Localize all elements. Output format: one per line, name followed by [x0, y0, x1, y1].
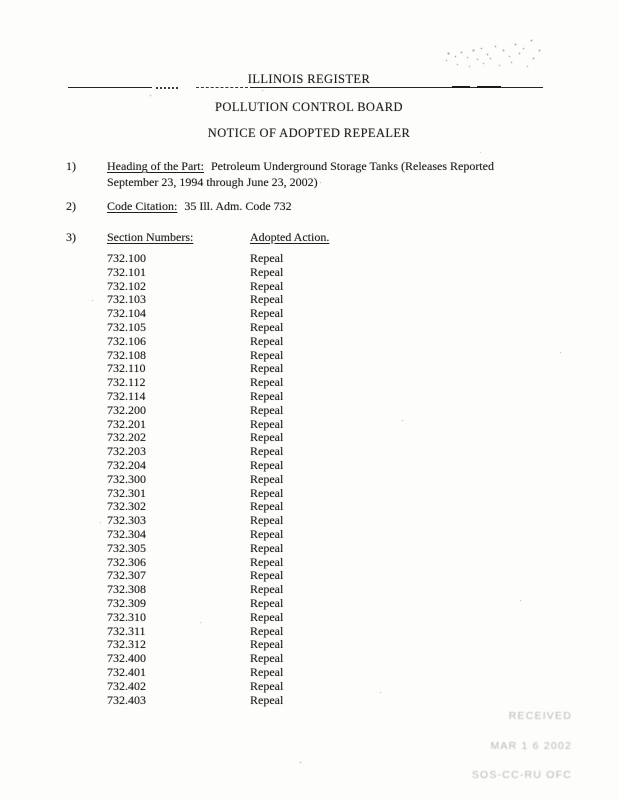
- section-number: 732.403: [107, 692, 146, 707]
- stamp-date: MAR 1 6 2002: [490, 740, 572, 752]
- table-row: [107, 349, 283, 363]
- adopted-action: Repeal: [250, 651, 284, 666]
- item-code-citation: [66, 198, 537, 214]
- adopted-action: Repeal: [250, 471, 284, 486]
- table-row: [107, 528, 283, 542]
- table-row: [107, 266, 283, 280]
- adopted-action: Repeal: [250, 347, 284, 362]
- table-row: [107, 376, 283, 390]
- table-row: [107, 500, 283, 514]
- table-row: [107, 487, 283, 501]
- section-number: 732.305: [107, 540, 146, 555]
- table-row: [107, 542, 283, 556]
- adopted-action: Repeal: [250, 568, 284, 583]
- table-row: [107, 556, 283, 570]
- table-row: [107, 390, 283, 404]
- stamp-received: RECEIVED: [508, 710, 572, 722]
- section-number: 732.303: [107, 513, 146, 528]
- item-number: 2): [66, 199, 76, 213]
- adopted-action: Repeal: [250, 485, 284, 500]
- adopted-action-header-text: Adopted Action.: [250, 230, 330, 244]
- table-row: [107, 445, 283, 459]
- adopted-action: Repeal: [250, 444, 284, 459]
- table-row: [107, 293, 283, 307]
- section-number: 732.401: [107, 664, 146, 679]
- table-row: [107, 694, 283, 708]
- adopted-action: Repeal: [250, 609, 284, 624]
- section-number: 732.309: [107, 595, 146, 610]
- section-number: 732.203: [107, 444, 146, 459]
- table-row: [107, 583, 283, 597]
- section-number: 732.100: [107, 251, 146, 265]
- adopted-action: Repeal: [250, 388, 284, 403]
- adopted-action: Repeal: [250, 637, 284, 652]
- section-number: 732.106: [107, 333, 146, 348]
- section-number: 732.311: [107, 623, 146, 638]
- table-row: [107, 280, 283, 294]
- table-row: [107, 335, 283, 349]
- table-row: [107, 473, 283, 487]
- table-row: [107, 362, 283, 376]
- section-numbers-header-text: Section Numbers:: [107, 230, 194, 244]
- item-number: 3): [66, 230, 76, 244]
- adopted-action: Repeal: [250, 306, 284, 321]
- item-text: 35 Ill. Adm. Code 732: [184, 199, 292, 213]
- adopted-action: Repeal: [250, 678, 284, 693]
- table-row: [107, 652, 283, 666]
- section-number: 732.310: [107, 609, 146, 624]
- adopted-action: Repeal: [250, 430, 284, 445]
- item-text: Petroleum Underground Storage Tanks (Releases Reported: [210, 159, 494, 173]
- item-number: 1): [66, 159, 76, 173]
- section-number: 732.114: [107, 388, 146, 403]
- section-number: 732.201: [107, 416, 146, 431]
- table-row: [107, 321, 283, 335]
- adopted-action: Repeal: [250, 333, 284, 348]
- rule-dashes: [196, 87, 248, 88]
- item-label: Code Citation:: [107, 199, 178, 213]
- adopted-action: Repeal: [250, 595, 284, 610]
- section-number: 732.105: [107, 319, 146, 334]
- item-heading-of-part: [66, 158, 537, 190]
- adopted-action: Repeal: [250, 499, 284, 514]
- section-table-rows: [107, 252, 283, 707]
- adopted-action: Repeal: [250, 292, 284, 307]
- adopted-action: Repeal: [250, 278, 284, 293]
- rule-segment: [68, 87, 152, 88]
- section-number: 732.304: [107, 526, 146, 541]
- section-number: 732.302: [107, 499, 146, 514]
- section-number: 732.102: [107, 278, 146, 293]
- adopted-action: Repeal: [250, 554, 284, 569]
- item-section-numbers: [66, 229, 537, 245]
- section-numbers-header: [107, 229, 250, 245]
- adopted-action: Repeal: [250, 264, 284, 279]
- section-number: 732.301: [107, 485, 146, 500]
- adopted-action: Repeal: [250, 692, 284, 707]
- adopted-action: Repeal: [250, 526, 284, 541]
- section-number: 732.110: [107, 361, 146, 376]
- table-row: [107, 680, 283, 694]
- rule-smudge: [477, 86, 501, 88]
- table-row: [107, 418, 283, 432]
- table-row: [107, 666, 283, 680]
- rule-smudge: [452, 86, 470, 88]
- section-number: 732.308: [107, 582, 146, 597]
- section-number: 732.400: [107, 651, 146, 666]
- adopted-action: Repeal: [250, 457, 284, 472]
- adopted-action: Repeal: [250, 540, 284, 555]
- item-label: Heading of the Part:: [107, 159, 204, 173]
- adopted-action: Repeal: [250, 375, 284, 390]
- adopted-action: Repeal: [250, 416, 284, 431]
- section-number: 732.312: [107, 637, 146, 652]
- table-row: [107, 514, 283, 528]
- adopted-action: Repeal: [250, 251, 284, 265]
- section-number: 732.306: [107, 554, 146, 569]
- section-number: 732.103: [107, 292, 146, 307]
- adopted-action: Repeal: [250, 361, 284, 376]
- pencil-marks: [443, 38, 444, 39]
- adopted-action: Repeal: [250, 513, 284, 528]
- section-number: 732.200: [107, 402, 146, 417]
- table-row: [107, 569, 283, 583]
- table-row: [107, 611, 283, 625]
- table-row: [107, 307, 283, 321]
- adopted-action: Repeal: [250, 582, 284, 597]
- notice-title: NOTICE OF ADOPTED REPEALER: [207, 126, 411, 140]
- table-row: [107, 404, 283, 418]
- scan-noise: [0, 0, 1, 1]
- stamp-office: SOS-CC-RU OFC: [471, 769, 572, 781]
- section-number: 732.204: [107, 457, 146, 472]
- section-number: 732.402: [107, 678, 146, 693]
- table-row: [107, 431, 283, 445]
- section-number: 732.104: [107, 306, 146, 321]
- table-row: [107, 638, 283, 652]
- table-row: [107, 459, 283, 473]
- adopted-action-header: [250, 229, 329, 245]
- section-number: 732.112: [107, 375, 146, 390]
- table-row: [107, 597, 283, 611]
- adopted-action: Repeal: [250, 319, 284, 334]
- adopted-action: Repeal: [250, 664, 284, 679]
- section-number: 732.307: [107, 568, 146, 583]
- item-body: [107, 198, 537, 214]
- item-first-line: [107, 158, 537, 174]
- adopted-action: Repeal: [250, 623, 284, 638]
- section-number: 732.202: [107, 430, 146, 445]
- rule-dots: [156, 87, 178, 89]
- table-row: [107, 252, 283, 266]
- register-title: ILLINOIS REGISTER: [247, 72, 371, 86]
- table-header: [107, 229, 537, 245]
- section-number: 732.101: [107, 264, 146, 279]
- item-body: [107, 158, 537, 190]
- table-row: [107, 625, 283, 639]
- adopted-action: Repeal: [250, 402, 284, 417]
- organization-title: POLLUTION CONTROL BOARD: [215, 100, 403, 114]
- item-text-continued: September 23, 1994 through June 23, 2002): [107, 175, 318, 189]
- section-number: 732.108: [107, 347, 146, 362]
- section-number: 732.300: [107, 471, 146, 486]
